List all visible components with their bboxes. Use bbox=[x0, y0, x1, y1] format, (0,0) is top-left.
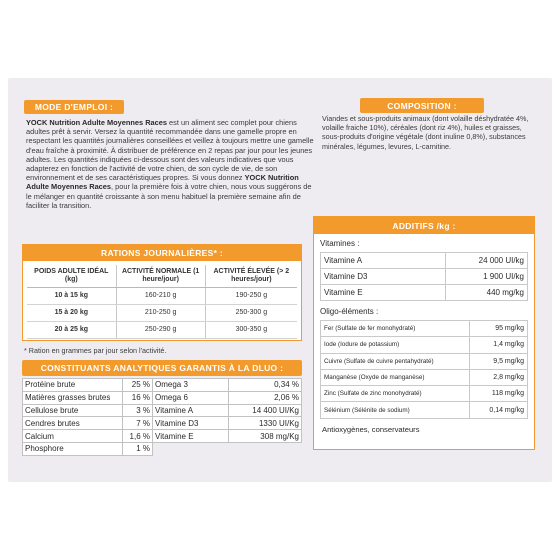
constituant-label: Cellulose brute bbox=[23, 404, 123, 417]
oligo-element-value: 118 mg/kg bbox=[470, 386, 528, 402]
oligo-element-value: 1,4 mg/kg bbox=[470, 337, 528, 353]
oligo-element-label: Manganèse (Oxyde de manganèse) bbox=[321, 369, 470, 385]
table-row bbox=[23, 442, 302, 455]
table-row bbox=[23, 404, 302, 417]
rations-normal: 250-290 g bbox=[116, 321, 205, 338]
constituants-table bbox=[22, 378, 302, 456]
table-row bbox=[27, 321, 297, 338]
vitamines-table bbox=[320, 252, 528, 301]
table-row bbox=[321, 353, 528, 369]
constituant-value: 7 % bbox=[123, 417, 153, 430]
vitamine-label: Vitamine D3 bbox=[321, 269, 446, 285]
mode-emploi-brand-1: YOCK Nutrition Adulte Moyennes Races bbox=[26, 118, 167, 127]
vitamines-label: Vitamines : bbox=[320, 239, 360, 248]
rations-normal: 160-210 g bbox=[116, 287, 205, 304]
constituant-label: Vitamine E bbox=[153, 430, 229, 443]
rations-weight: 10 à 15 kg bbox=[27, 287, 116, 304]
table-row bbox=[321, 386, 528, 402]
rations-header-high: ACTIVITÉ ÉLEVÉE (> 2 heures/jour) bbox=[205, 265, 297, 287]
constituant-value: 14 400 UI/Kg bbox=[229, 404, 302, 417]
rations-box bbox=[22, 244, 302, 341]
oligo-element-label: Zinc (Sulfate de zinc monohydraté) bbox=[321, 386, 470, 402]
constituant-value: 1,6 % bbox=[123, 430, 153, 443]
additifs-box bbox=[313, 216, 535, 450]
rations-title: RATIONS JOURNALIÈRES* : bbox=[23, 245, 301, 261]
rations-header-weight: POIDS ADULTE IDÉAL (kg) bbox=[27, 265, 116, 287]
rations-high: 300-350 g bbox=[205, 321, 297, 338]
table-row bbox=[27, 304, 297, 321]
oligo-table bbox=[320, 320, 528, 419]
oligo-element-value: 9,5 mg/kg bbox=[470, 353, 528, 369]
constituant-value: 25 % bbox=[123, 379, 153, 392]
constituant-label: Vitamine D3 bbox=[153, 417, 229, 430]
table-row bbox=[321, 269, 528, 285]
constituant-value: 3 % bbox=[123, 404, 153, 417]
table-row bbox=[23, 417, 302, 430]
mode-emploi-title: MODE D'EMPLOI : bbox=[24, 100, 124, 114]
table-row bbox=[27, 287, 297, 304]
constituant-label: Protéine brute bbox=[23, 379, 123, 392]
vitamine-label: Vitamine E bbox=[321, 285, 446, 301]
vitamine-value: 440 mg/kg bbox=[446, 285, 528, 301]
composition-text: Viandes et sous-produits animaux (dont volaille déshydratée 4%, volaille fraiche 10%), céréales (dont riz 4%), huiles et graisses, sous-produits d'origine végétale (dont inuline 0,8%), substances minérales, légumes, levures, L-carnitine. bbox=[322, 114, 529, 151]
table-row bbox=[321, 321, 528, 337]
oligo-element-label: Fer (Sulfate de fer monohydraté) bbox=[321, 321, 470, 337]
rations-high: 190-250 g bbox=[205, 287, 297, 304]
oligo-element-label: Sélénium (Sélénite de sodium) bbox=[321, 402, 470, 418]
oligo-element-value: 0,14 mg/kg bbox=[470, 402, 528, 418]
constituant-label: Matières grasses brutes bbox=[23, 391, 123, 404]
empty-cell bbox=[153, 442, 229, 455]
composition-title: COMPOSITION : bbox=[360, 98, 484, 113]
constituant-value: 1330 UI/Kg bbox=[229, 417, 302, 430]
vitamine-value: 1 900 UI/kg bbox=[446, 269, 528, 285]
vitamine-label: Vitamine A bbox=[321, 253, 446, 269]
constituant-label: Phosphore bbox=[23, 442, 123, 455]
oligo-element-label: Cuivre (Sulfate de cuivre pentahydraté) bbox=[321, 353, 470, 369]
constituant-value: 2,06 % bbox=[229, 391, 302, 404]
empty-cell bbox=[229, 442, 302, 455]
oligo-element-label: Iode (Iodure de potassium) bbox=[321, 337, 470, 353]
rations-table bbox=[27, 265, 297, 339]
mode-emploi-text bbox=[26, 118, 316, 210]
table-row bbox=[321, 402, 528, 418]
constituant-value: 16 % bbox=[123, 391, 153, 404]
constituants-title: CONSTITUANTS ANALYTIQUES GARANTIS À LA DLUO : bbox=[22, 360, 302, 376]
rations-normal: 210-250 g bbox=[116, 304, 205, 321]
rations-high: 250-300 g bbox=[205, 304, 297, 321]
constituant-label: Vitamine A bbox=[153, 404, 229, 417]
oligo-element-value: 95 mg/kg bbox=[470, 321, 528, 337]
constituant-value: 308 mg/Kg bbox=[229, 430, 302, 443]
table-row bbox=[23, 379, 302, 392]
rations-footnote: * Ration en grammes par jour selon l'activité. bbox=[24, 346, 167, 355]
mode-emploi-paragraph-2: , pour la première fois à votre chien, nous vous suggérons de le mélanger en quantité croissante à son menu habituel la première semaine afin de faciliter la transition. bbox=[26, 182, 312, 210]
rations-weight: 20 à 25 kg bbox=[27, 321, 116, 338]
additifs-title: ADDITIFS /kg : bbox=[314, 217, 534, 234]
table-row bbox=[321, 253, 528, 269]
table-row bbox=[23, 391, 302, 404]
table-row bbox=[23, 430, 302, 443]
rations-header-normal: ACTIVITÉ NORMALE (1 heure/jour) bbox=[116, 265, 205, 287]
constituant-label: Cendres brutes bbox=[23, 417, 123, 430]
constituant-value: 1 % bbox=[123, 442, 153, 455]
constituant-label: Calcium bbox=[23, 430, 123, 443]
oligo-label: Oligo-éléments : bbox=[320, 307, 379, 316]
vitamine-value: 24 000 UI/kg bbox=[446, 253, 528, 269]
mode-emploi-brand-2: YOCK Nutrition Adulte Moyennes Races bbox=[26, 173, 299, 192]
constituant-label: Omega 3 bbox=[153, 379, 229, 392]
mode-emploi-paragraph-1: est un aliment sec complet pour chiens adultes prêt à servir. Versez la quantité recommandée dans une gamelle propre en respectant les quantités journalières conseillées et veillez à toujours mettre une gamelle d'eau fraîche à proximité. À distribuer de préférence en 2 repas par jour pour les jeunes adultes. Les quantités indiquées ci-dessous sont des valeurs indicatives que vous adapterez en fonction de l'activité de votre chien, de son cycle de vie, de son environnement et de ses caractéristiques propres. Si vous donnez bbox=[26, 118, 314, 183]
antioxygenes-text: Antioxygènes, conservateurs bbox=[322, 425, 420, 434]
constituant-label: Omega 6 bbox=[153, 391, 229, 404]
oligo-element-value: 2,8 mg/kg bbox=[470, 369, 528, 385]
table-row bbox=[321, 337, 528, 353]
rations-weight: 15 à 20 kg bbox=[27, 304, 116, 321]
constituant-value: 0,34 % bbox=[229, 379, 302, 392]
table-row bbox=[321, 369, 528, 385]
table-row bbox=[321, 285, 528, 301]
